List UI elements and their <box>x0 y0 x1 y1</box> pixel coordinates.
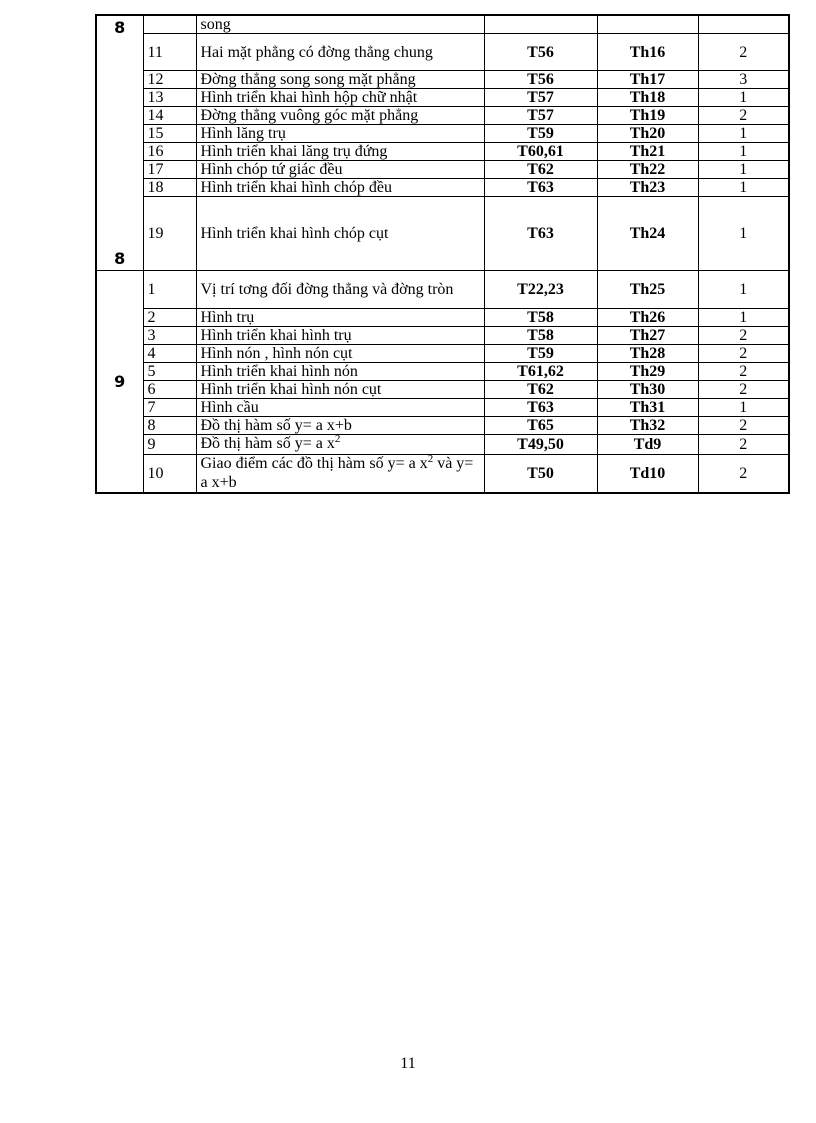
table-row <box>96 435 789 455</box>
practice-code: Th31 <box>597 399 698 417</box>
practice-code <box>597 15 698 34</box>
lesson-code: T59 <box>484 125 597 143</box>
lesson-title: song <box>196 15 484 34</box>
lesson-table <box>95 14 790 494</box>
practice-code: Th19 <box>597 107 698 125</box>
lesson-title-text: Giao điểm các đồ thị hàm số y= a x <box>200 455 428 473</box>
lesson-count: 1 <box>698 309 789 327</box>
practice-code: Th21 <box>597 143 698 161</box>
lesson-number: 10 <box>143 455 196 493</box>
lesson-count: 2 <box>698 417 789 435</box>
lesson-title: Hình triển khai hình nón cụt <box>196 381 484 399</box>
lesson-title: Đồ thị hàm số y= a x+b <box>196 417 484 435</box>
practice-code: Th25 <box>597 271 698 309</box>
lesson-number: 5 <box>143 363 196 381</box>
lesson-title: Hai mặt phẳng có đờng thẳng chung <box>196 34 484 71</box>
table-row <box>96 179 789 197</box>
practice-code: Th22 <box>597 161 698 179</box>
lesson-code: T56 <box>484 71 597 89</box>
lesson-count: 2 <box>698 381 789 399</box>
practice-code: Th18 <box>597 89 698 107</box>
lesson-code: T61,62 <box>484 363 597 381</box>
practice-code: Th32 <box>597 417 698 435</box>
lesson-number: 7 <box>143 399 196 417</box>
page-number: 11 <box>400 1055 416 1072</box>
lesson-code: T62 <box>484 381 597 399</box>
lesson-title: Hình trụ <box>196 309 484 327</box>
lesson-title <box>196 455 484 493</box>
lesson-count: 2 <box>698 345 789 363</box>
lesson-count: 3 <box>698 71 789 89</box>
lesson-title: Hình chóp tứ giác đều <box>196 161 484 179</box>
table-row <box>96 143 789 161</box>
lesson-title: Vị trí tơng đối đờng thẳng và đờng tròn <box>196 271 484 309</box>
lesson-title: Hình triển khai hình chóp cụt <box>196 197 484 271</box>
lesson-title-text: Đồ thị hàm số y= a x <box>200 435 335 452</box>
lesson-number: 13 <box>143 89 196 107</box>
table-row <box>96 309 789 327</box>
lesson-count: 1 <box>698 161 789 179</box>
lesson-count: 1 <box>698 197 789 271</box>
lesson-title: Hình nón , hình nón cụt <box>196 345 484 363</box>
lesson-number: 6 <box>143 381 196 399</box>
lesson-number: 8 <box>143 417 196 435</box>
lesson-code: T56 <box>484 34 597 71</box>
lesson-code: T22,23 <box>484 271 597 309</box>
lesson-number: 9 <box>143 435 196 455</box>
grade-cell-9 <box>96 271 143 493</box>
lesson-code: T58 <box>484 309 597 327</box>
practice-code: Th24 <box>597 197 698 271</box>
lesson-code: T57 <box>484 107 597 125</box>
lesson-count: 1 <box>698 143 789 161</box>
lesson-count: 2 <box>698 327 789 345</box>
table-row <box>96 345 789 363</box>
practice-code: Th20 <box>597 125 698 143</box>
table-row <box>96 399 789 417</box>
superscript: 2 <box>334 434 341 445</box>
lesson-code: T60,61 <box>484 143 597 161</box>
practice-code: Th28 <box>597 345 698 363</box>
table-row <box>96 327 789 345</box>
lesson-title <box>196 435 484 455</box>
lesson-code: T63 <box>484 179 597 197</box>
practice-code: Th30 <box>597 381 698 399</box>
lesson-title: Hình triển khai hình trụ <box>196 327 484 345</box>
lesson-number <box>143 15 196 34</box>
lesson-count: 2 <box>698 455 789 493</box>
lesson-title: Hình triển khai lăng trụ đứng <box>196 143 484 161</box>
lesson-code <box>484 15 597 34</box>
lesson-title: Hình cầu <box>196 399 484 417</box>
lesson-number: 17 <box>143 161 196 179</box>
lesson-code: T58 <box>484 327 597 345</box>
lesson-code: T50 <box>484 455 597 493</box>
lesson-title: Hình triển khai hình hộp chữ nhật <box>196 89 484 107</box>
table-row <box>96 381 789 399</box>
lesson-number: 1 <box>143 271 196 309</box>
lesson-title: Hình lăng trụ <box>196 125 484 143</box>
lesson-number: 14 <box>143 107 196 125</box>
lesson-count: 1 <box>698 179 789 197</box>
lesson-code: T62 <box>484 161 597 179</box>
practice-code: Th16 <box>597 34 698 71</box>
table-row <box>96 71 789 89</box>
grade-label-top: 8 <box>114 18 126 37</box>
table-row <box>96 34 789 71</box>
table-row <box>96 125 789 143</box>
table-row <box>96 161 789 179</box>
lesson-code: T63 <box>484 197 597 271</box>
lesson-code: T63 <box>484 399 597 417</box>
lesson-count: 1 <box>698 399 789 417</box>
lesson-number: 18 <box>143 179 196 197</box>
practice-code: Th23 <box>597 179 698 197</box>
table-row <box>96 363 789 381</box>
lesson-number: 16 <box>143 143 196 161</box>
lesson-number: 4 <box>143 345 196 363</box>
table-row <box>96 417 789 435</box>
practice-code: Td10 <box>597 455 698 493</box>
practice-code: Th29 <box>597 363 698 381</box>
lesson-title: Đờng thẳng vuông góc mặt phẳng <box>196 107 484 125</box>
lesson-title: Hình triển khai hình nón <box>196 363 484 381</box>
lesson-number: 11 <box>143 34 196 71</box>
lesson-title: Hình triển khai hình chóp đều <box>196 179 484 197</box>
lesson-code: T49,50 <box>484 435 597 455</box>
lesson-count: 2 <box>698 363 789 381</box>
lesson-code: T65 <box>484 417 597 435</box>
lesson-code: T57 <box>484 89 597 107</box>
lesson-count: 2 <box>698 435 789 455</box>
table-row <box>96 107 789 125</box>
practice-code: Th26 <box>597 309 698 327</box>
lesson-title: Đờng thẳng song song mặt phẳng <box>196 71 484 89</box>
lesson-number: 15 <box>143 125 196 143</box>
lesson-count: 1 <box>698 271 789 309</box>
lesson-count: 2 <box>698 107 789 125</box>
lesson-number: 19 <box>143 197 196 271</box>
lesson-count: 1 <box>698 89 789 107</box>
lesson-count: 2 <box>698 34 789 71</box>
lesson-number: 2 <box>143 309 196 327</box>
table-row <box>96 89 789 107</box>
lesson-number: 12 <box>143 71 196 89</box>
table-row <box>96 455 789 493</box>
superscript: 2 <box>427 454 434 466</box>
practice-code: Td9 <box>597 435 698 455</box>
practice-code: Th17 <box>597 71 698 89</box>
lesson-number: 3 <box>143 327 196 345</box>
table-row <box>96 15 789 34</box>
practice-code: Th27 <box>597 327 698 345</box>
grade-cell-8 <box>96 15 143 271</box>
grade-label-bottom: 8 <box>114 249 126 268</box>
lesson-code: T59 <box>484 345 597 363</box>
lesson-count: 1 <box>698 125 789 143</box>
table-row <box>96 197 789 271</box>
lesson-title-tail: và y= a x+b <box>200 455 474 492</box>
lesson-count <box>698 15 789 34</box>
grade-label: 9 <box>114 371 126 391</box>
table-row <box>96 271 789 309</box>
